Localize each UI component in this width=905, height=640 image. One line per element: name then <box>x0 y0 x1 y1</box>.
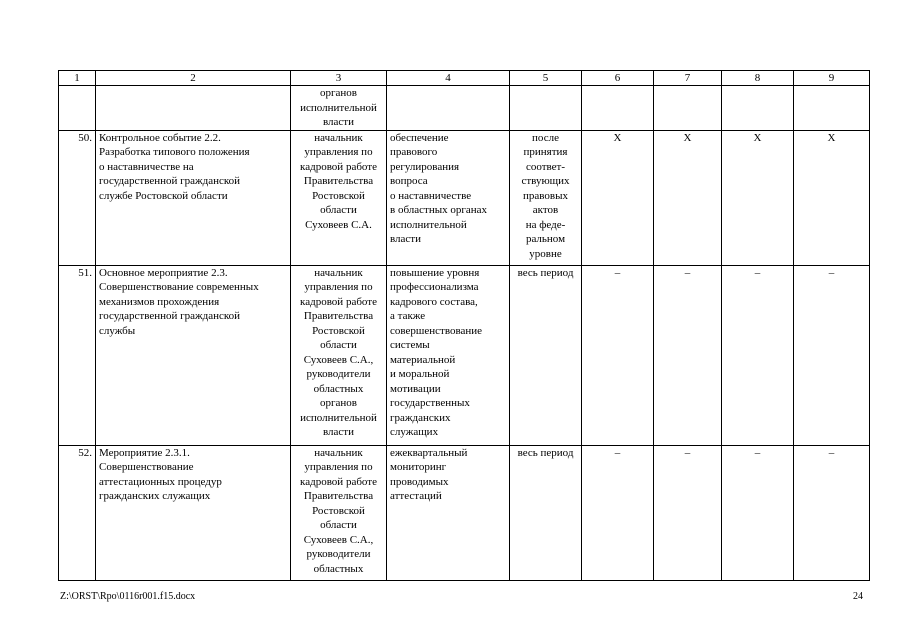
responsible-cell: начальник управления по кадровой работе Правительства Ростовской области Суховеев С.А., руководители областных органов исполнительной власти <box>291 265 387 445</box>
value-cell-7: – <box>654 445 722 580</box>
value-cell-6: Х <box>582 130 654 265</box>
value-cell-7: Х <box>654 130 722 265</box>
row-number: 50. <box>59 130 96 265</box>
value-cell-8: – <box>722 265 794 445</box>
row-number: 51. <box>59 265 96 445</box>
term-cell: весь период <box>510 265 582 445</box>
table-row <box>59 265 870 445</box>
col-header-2: 2 <box>96 71 291 86</box>
col-header-8: 8 <box>722 71 794 86</box>
value-cell-7: – <box>654 265 722 445</box>
page-number: 24 <box>853 591 863 602</box>
term-cell: весь период <box>510 445 582 580</box>
table-row <box>59 130 870 265</box>
value-cell-9: – <box>794 445 870 580</box>
measure-name-cell: Контрольное событие 2.2. Разработка типового положения о наставничестве на государственной гражданской службе Ростовской области <box>96 130 291 265</box>
expected-result-cell: ежеквартальный мониторинг проводимых аттестаций <box>387 445 510 580</box>
col-header-1: 1 <box>59 71 96 86</box>
col-header-3: 3 <box>291 71 387 86</box>
responsible-cell: начальник управления по кадровой работе Правительства Ростовской области Суховеев С.А. <box>291 130 387 265</box>
expected-result-cell: повышение уровня профессионализма кадрового состава, а также совершенствование системы материальной и моральной мотивации государственных гражданских служащих <box>387 265 510 445</box>
value-cell-6: – <box>582 445 654 580</box>
measures-table <box>58 70 870 581</box>
expected-result-cell: обеспечение правового регулирования вопроса о наставничестве в областных органах исполнительной власти <box>387 130 510 265</box>
value-cell-9: Х <box>794 130 870 265</box>
col-header-6: 6 <box>582 71 654 86</box>
col-header-4: 4 <box>387 71 510 86</box>
value-cell-8: Х <box>722 130 794 265</box>
value-cell-8: – <box>722 445 794 580</box>
col-header-5: 5 <box>510 71 582 86</box>
value-cell-6: – <box>582 265 654 445</box>
table-row <box>59 445 870 580</box>
value-cell-9: – <box>794 265 870 445</box>
responsible-cell: начальник управления по кадровой работе Правительства Ростовской области Суховеев С.А., руководители областных <box>291 445 387 580</box>
term-cell: после принятия соответ- ствующих правовых актов на феде- ральном уровне <box>510 130 582 265</box>
footer-file-path: Z:\ORST\Rpo\0116r001.f15.docx <box>60 591 196 602</box>
row-number: 52. <box>59 445 96 580</box>
col-header-9: 9 <box>794 71 870 86</box>
column-number-row <box>59 71 870 86</box>
col-header-7: 7 <box>654 71 722 86</box>
measure-name-cell: Основное мероприятие 2.3. Совершенствование современных механизмов прохождения государственной гражданской службы <box>96 265 291 445</box>
continuation-responsible-cell: органов исполнительной власти <box>291 86 387 131</box>
continuation-row <box>59 86 870 131</box>
measure-name-cell: Мероприятие 2.3.1. Совершенствование аттестационных процедур гражданских служащих <box>96 445 291 580</box>
